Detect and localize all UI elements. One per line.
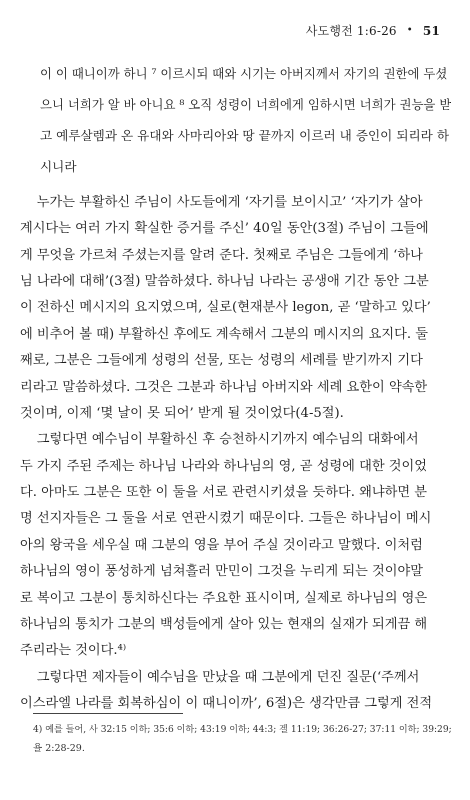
page-number: 51 <box>422 23 440 38</box>
header-bullet: • <box>406 25 413 36</box>
body-line: 로 복이고 그분이 통치하신다는 주요한 표시이며, 실제로 하나님의 영은 <box>20 590 428 606</box>
body-line: 이스라엘 나라를 회복하심이 이 때니이까’, 6절)은 생각만큼 그렇게 전적 <box>20 696 433 711</box>
body-line: 다. 아마도 그분은 또한 이 둘을 서로 관련시키셨을 듯하다. 왜냐하면 분 <box>20 485 427 501</box>
body-line: 계시다는 여러 가지 확실한 증거를 주신’ 40일 동안(3절) 주님이 그들에 <box>20 221 429 237</box>
body-line: 그렇다면 제자들이 예수님을 만났을 때 그분에게 던진 질문(‘주께서 <box>20 669 420 685</box>
body-line: 이 전하신 메시지의 요지였으며, 실로(현재분사 legon, 곧 ‘말하고 있다’ <box>20 300 431 316</box>
body-line: 아의 왕국을 세우실 때 그분의 영을 부어 주실 것이라고 말했다. 이처럼 <box>20 537 423 553</box>
footnote-line: 욜 2:28-29. <box>33 743 85 754</box>
body-line: 님 나라에 대해’(3절) 말씀하셨다. 하나님 나라는 공생애 기간 동안 그분 <box>20 274 429 290</box>
body-line: 그렇다면 예수님이 부활하신 후 승천하시기까지 예수님의 대화에서 <box>20 432 419 448</box>
running-head <box>306 22 440 39</box>
body-line: 하나님의 통치가 그분의 백성들에게 살아 있는 현재의 실재가 되게끔 해 <box>20 616 428 632</box>
footnote-line: 4) 예를 들어, 사 32:15 이하; 35:6 이하; 43:19 이하; 44:3; 겔 11:19; 36:26-27; 37:11 이하; 39:29; <box>33 725 452 735</box>
body-line: 하나님의 영이 풍성하게 넘쳐흘러 만민이 그것을 누리게 되는 것이야말 <box>20 564 423 580</box>
body-line: 게 무엇을 가르쳐 주셨는지를 알려 준다. 첫째로 주님은 그들에게 ‘하나 <box>20 247 423 263</box>
body-line: 째로, 그분은 그들에게 성령의 선물, 또는 성령의 세례를 받기까지 기다 <box>20 353 423 369</box>
body-line: 리라고 말씀하셨다. 그것은 그분과 하나님 아버지와 세례 요한이 약속한 <box>20 379 428 395</box>
body-line: 명 선지자들은 그 둘을 서로 연관시켰기 때문이다. 그들은 하나님이 메시 <box>20 511 432 527</box>
footnote-divider <box>33 713 183 714</box>
body-line: 두 가지 주된 주제는 하나님 나라와 하나님의 영, 곧 성령에 대한 것이었 <box>20 458 427 474</box>
body-line: 것이며, 이제 ‘몇 날이 못 되어’ 받게 될 것이었다(4-5절). <box>20 405 344 421</box>
quote-line: 시니라 <box>40 159 77 174</box>
body-line: 주리라는 것이다.⁴⁾ <box>20 643 127 659</box>
body-line: 누가는 부활하신 주님이 사도들에게 ‘자기를 보이시고’ ‘자기가 살아 <box>20 195 423 210</box>
body-line: 에 비추어 볼 때) 부활하신 후에도 계속해서 그분의 메시지의 요지다. 둘 <box>20 326 428 342</box>
quote-line: 고 예루살렘과 온 유대와 사마리아와 땅 끝까지 이르러 내 증인이 되리라 하 <box>40 128 450 143</box>
quote-line: 이 이 때니이까 하니 ⁷ 이르시되 때와 시기는 아버지께서 자기의 권한에 두셨 <box>40 66 448 81</box>
quote-line: 으니 너희가 알 바 아니요 ⁸ 오직 성령이 너희에게 임하시면 너희가 권능을 받 <box>40 97 452 112</box>
running-title: 사도행전 1:6-26 <box>305 24 397 38</box>
